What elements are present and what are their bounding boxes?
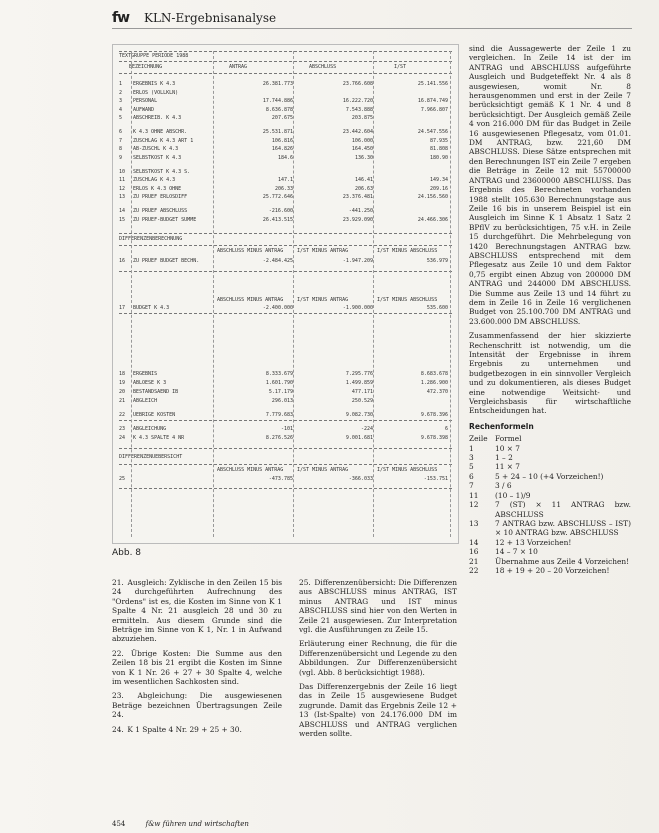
printout-row xyxy=(119,186,452,193)
formula-line: 11 xyxy=(469,490,479,500)
row-label: ERGEBNIS xyxy=(133,370,158,377)
paragraph: Das Differenzergebnis der Zeile 16 liegt das in Zeile 15 ausgewiesene Budget zugrunde. Damit das Ergebnis Zeile 12 + 13 (Ist-Spalte) von 24.176.000 DM im ABSCHLUSS und ANTRAG verglichen werden sollte. xyxy=(299,682,457,739)
printout-row xyxy=(119,155,452,162)
rule-line xyxy=(119,73,452,74)
row-number: 7 xyxy=(119,137,123,144)
formula-header xyxy=(469,434,631,443)
item-text: K 1 Spalte 4 Nr. 29 + 25 + 30. xyxy=(125,724,242,734)
antrag-value: -216.600 xyxy=(268,208,293,214)
printout-column-headers xyxy=(119,64,452,71)
printout-row xyxy=(119,169,452,176)
formula-expression: 3 / 6 xyxy=(495,481,512,491)
formula-expression: 1 – 2 xyxy=(495,453,513,463)
antrag-value: 207.675 xyxy=(271,115,293,121)
rule-line xyxy=(119,271,452,272)
printout-row xyxy=(119,129,452,136)
column-rule xyxy=(450,51,451,537)
printout-row xyxy=(119,258,452,265)
formula-line: 7 xyxy=(469,481,474,491)
ist-value: 536.979 xyxy=(426,257,448,264)
antrag-value: 8.333.679 xyxy=(265,370,293,377)
formula-line: 14 xyxy=(469,537,479,547)
row-number: 9 xyxy=(119,154,123,161)
printout-row xyxy=(119,389,452,396)
row-number: 11 xyxy=(119,177,126,183)
difference-header: I/ST MINUS ANTRAG xyxy=(297,296,349,303)
row-label: ABGLEICH xyxy=(133,397,158,404)
section-heading: DIFFERENZENUEBERSICHT xyxy=(119,453,183,460)
antrag-value: 17.744.886 xyxy=(262,98,293,104)
page-title: KLN-Ergebnisanalyse xyxy=(144,11,277,25)
abschluss-value: 7.295.776 xyxy=(345,370,373,377)
printout-row xyxy=(119,217,452,224)
printout-row xyxy=(119,380,452,387)
difference-headers xyxy=(119,467,452,474)
rule-line xyxy=(119,464,452,465)
item-text: Differenzenübersicht: Die Differenzen aus ABSCHLUSS minus ANTRAG, IST minus ANTRAG und IST minus ABSCHLUSS sind hier von den Werten in Zeile 21 ausgewiesen. Zur Interpretation vgl. die Ausführungen zu Zeile 15. xyxy=(299,578,457,635)
printout-row xyxy=(119,476,452,483)
abschluss-value: -224 xyxy=(360,425,373,432)
row-number: 3 xyxy=(119,98,123,104)
printout-row xyxy=(119,107,452,114)
difference-headers xyxy=(119,297,452,304)
item-text: Übrige Kosten: Die Summe aus den Zeilen 18 bis 21 ergibt die Kosten im Sinne von K 1 Nr. 26 + 27 + 30 Spalte 4, welche im wesentlichen Sachkosten sind. xyxy=(112,648,282,687)
antrag-value: 106.816 xyxy=(271,137,293,144)
antrag-value: 25.772.646 xyxy=(262,194,293,200)
row-label: ZUSCHLAG K 4.3 ART 1 xyxy=(133,137,194,144)
abschluss-value: -366.033 xyxy=(348,475,373,482)
row-label: ABLOESE K 3 xyxy=(133,379,167,386)
formula-row xyxy=(469,481,631,490)
row-label: ABSCHREIB. K 4.3 xyxy=(133,115,182,121)
formula-row xyxy=(469,557,631,566)
antrag-value: 184.6 xyxy=(277,154,293,161)
formula-expression: 14 – 7 × 10 xyxy=(495,547,538,557)
text-column-3 xyxy=(469,44,631,575)
formula-row xyxy=(469,566,631,575)
printout-row xyxy=(119,426,452,433)
ist-value: 24.547.556 xyxy=(417,129,448,135)
antrag-value: -473.785 xyxy=(268,475,293,482)
antrag-value: 8.276.526 xyxy=(265,434,293,441)
ist-value: 8.683.678 xyxy=(420,370,448,377)
abschluss-value: 16.222.720 xyxy=(342,98,373,104)
abschluss-value: 136.30 xyxy=(354,154,373,161)
paragraph: sind die Aussagewerte der Zeile 1 zu vergleichen. In Zeile 14 ist der im ANTRAG und ABSCHLUSS aufgeführte Ausgleich und Budgeteffekt Nr. 4 als 8 ausgewiesen, womit Nr. 8 herausgenommen und erst in der Zeile 7 berücksichtigt gemäß K 1 Nr. 4 und 8 berücksichtigt. Der Ausgleich gemäß Zeile 4 von 216.000 DM für das Budget in Zeile 16 ausgewiesenen Pflegesatz, vom 01.01. DM ANTRAG, bzw. 221,60 DM ABSCHLUSS. Diese Sätze entsprechen mit den Berechnungen IST ein Zeile 7 ergeben die Beträge in Zeile 12 mit 55700000 ANTRAG und 23600000 ABSCHLUSS. Das Ergebnis des Berechneten vorhanden 1988 stellt 105.630 Berechnungstage aus Zeile 16 bis in unserem Beispiel ist ein Ausgleich im Sinne K 1 Absatz 1 Satz 2 BPflV zu berücksichtigen, 75 v.H. in Zeile 15 durchgeführt. Die Mehrbelegung von 1420 Berechnungstagen ANTRAG bzw. ABSCHLUSS entsprechend mit dem Pflegesatz aus Zeile 10 und dem Faktor 0,75 ergibt einen Abzug von 200000 DM ANTRAG und 244000 DM ABSCHLUSS. Die Summe aus Zeile 13 und 14 führt zu dem in Zeile 16 in Zeile 16 verglichenen Budget von 25.100.700 DM ANTRAG und 23.600.000 DM ABSCHLUSS. xyxy=(469,44,631,326)
row-number: 1 xyxy=(119,81,123,87)
formula-expression: 5 + 24 – 10 (+4 Vorzeichen!) xyxy=(495,471,604,481)
text-column-2 xyxy=(299,578,457,744)
item-number: 25. xyxy=(299,578,311,587)
list-item xyxy=(112,725,282,734)
abschluss-value: -441.250 xyxy=(348,208,373,214)
printout-topline: TEXTGRUPPE PERIODE 1988 xyxy=(119,53,189,59)
row-label: ERGEBNIS K 4.3 xyxy=(133,81,176,87)
printout-row xyxy=(119,81,452,88)
abschluss-value: 164.450 xyxy=(351,146,373,152)
rule-line xyxy=(119,233,452,234)
formula-row xyxy=(469,453,631,462)
formula-row xyxy=(469,444,631,453)
journal-source: f&w führen und wirtschaften xyxy=(145,820,249,828)
abschluss-value: 203.875 xyxy=(351,115,373,121)
computer-printout xyxy=(112,44,459,544)
ist-value: 209.16 xyxy=(429,185,448,192)
difference-header: I/ST MINUS ANTRAG xyxy=(297,466,349,473)
figure-caption: Abb. 8 xyxy=(112,548,142,558)
printout-row xyxy=(119,398,452,405)
formula-line: 12 xyxy=(469,500,479,510)
difference-headers xyxy=(119,248,452,255)
rule-line xyxy=(119,448,452,449)
row-label: AUFWAND xyxy=(133,106,155,113)
ist-value: 9.678.396 xyxy=(420,411,448,418)
list-item xyxy=(112,691,282,719)
formula-expression: 12 + 13 Vorzeichen! xyxy=(495,537,572,547)
abschluss-value: 206.63 xyxy=(354,185,373,192)
antrag-value: -101 xyxy=(280,425,293,432)
row-number: 18 xyxy=(119,370,126,377)
printout-row xyxy=(119,115,452,122)
row-number: 13 xyxy=(119,194,126,200)
row-label: ZU PRUEF ERLOSDIFF xyxy=(133,194,188,200)
ist-value: 1.286.900 xyxy=(420,379,448,386)
column-header: BEZEICHNUNG xyxy=(129,64,163,70)
printout-row xyxy=(119,412,452,419)
row-label: K 4.3 OHNE ABSCHR. xyxy=(133,129,188,135)
printout-row xyxy=(119,371,452,378)
row-number: 5 xyxy=(119,115,123,121)
abschluss-value: 146.41 xyxy=(354,177,373,183)
item-number: 24. xyxy=(112,724,124,734)
list-item xyxy=(112,578,282,644)
formula-expression: 11 × 7 xyxy=(495,462,520,472)
formula-row xyxy=(469,538,631,547)
formula-row xyxy=(469,491,631,500)
abschluss-value: 1.499.859 xyxy=(345,379,373,386)
formula-header-formula: Formel xyxy=(495,434,522,444)
ist-value: 149.34 xyxy=(429,177,448,183)
formula-header-line: Zeile xyxy=(469,434,488,444)
antrag-value: -2.400.000 xyxy=(262,304,293,311)
page-footer xyxy=(112,820,249,828)
row-number: 25 xyxy=(119,475,126,482)
ist-value: 6 xyxy=(444,425,448,432)
row-number: 4 xyxy=(119,106,123,113)
column-header: I/ST xyxy=(394,64,407,70)
ist-value: 25.141.556 xyxy=(417,81,448,87)
ist-value: 87.935 xyxy=(429,137,448,144)
row-label: ZU PRUEF BUDGET BECHN. xyxy=(133,257,200,264)
antrag-value: 1.601.790 xyxy=(265,379,293,386)
difference-header: I/ST MINUS ANTRAG xyxy=(297,247,349,254)
formula-expression: 10 × 7 xyxy=(495,443,520,453)
column-rule xyxy=(131,51,132,537)
antrag-value: 296.013 xyxy=(271,397,293,404)
row-label: ERLOS (VOLLKLN) xyxy=(133,89,179,96)
ist-value: 7.966.807 xyxy=(420,106,448,113)
abschluss-value: 477.171 xyxy=(351,388,373,395)
text-column-1 xyxy=(112,578,282,739)
abschluss-value: 250.529 xyxy=(351,397,373,404)
item-text: Abgleichung: Die ausgewiesenen Beträge bezeichnen Übertragsungen Zeile 24. xyxy=(112,691,282,720)
row-number: 21 xyxy=(119,397,126,404)
row-label: K 4.3 SPALTE 4 NR xyxy=(133,434,185,441)
paragraph: Erläuterung einer Rechnung, die für die Differenzenübersicht und Legende zu den Abbildungen. Zur Differenzenübersicht (vgl. Abb. 8 berücksichtigt 1988). xyxy=(299,639,457,677)
printout-row xyxy=(119,435,452,442)
column-header: ABSCHLUSS xyxy=(309,64,337,70)
formula-expression: 7 ANTRAG bzw. ABSCHLUSS – IST) × 10 ANTRAG bzw. ABSCHLUSS xyxy=(495,518,631,538)
printout-row xyxy=(119,194,452,201)
difference-header: ABSCHLUSS MINUS ANTRAG xyxy=(217,296,284,303)
formula-expression: Übernahme aus Zeile 4 Vorzeichen! xyxy=(495,556,630,566)
column-rule xyxy=(213,51,214,537)
row-number: 6 xyxy=(119,129,123,135)
rule-line xyxy=(119,61,452,62)
rule-line xyxy=(119,488,452,489)
antrag-value: 7.779.683 xyxy=(265,411,293,418)
item-text: Ausgleich: Zyklische in den Zeilen 15 bis 24 durchgeführten Aufrechnung des "Ordens" ist es, die Kosten im Sinne von K 1 Spalte 4 Nr. 21 ausgleich 28 und 30 zu ermitteln. Aus diesem Grunde sind die Beträge im Sinne von K 1, Nr. 1 in Aufwand abzuziehen. xyxy=(112,578,282,644)
journal-logo: fw xyxy=(112,10,130,26)
difference-header: I/ST MINUS ABSCHLUSS xyxy=(377,247,438,254)
formula-expression: (10 – 1)/9 xyxy=(495,490,531,500)
list-item xyxy=(299,578,457,634)
rule-line xyxy=(119,51,452,52)
formula-row xyxy=(469,500,631,519)
ist-value: 180.90 xyxy=(429,154,448,161)
antrag-value: 26.381.773 xyxy=(262,81,293,87)
item-number: 23. xyxy=(112,691,124,701)
formula-line: 21 xyxy=(469,556,479,566)
item-number: 21. xyxy=(112,578,124,587)
ist-value: 535.600 xyxy=(426,304,448,311)
printout-row xyxy=(119,98,452,105)
formula-row xyxy=(469,519,631,538)
printout-row xyxy=(119,138,452,145)
row-number: 12 xyxy=(119,185,126,192)
section-heading: DIFFERENZENBERECHNUNG xyxy=(119,235,183,242)
row-number: 8 xyxy=(119,146,123,152)
row-label: ERLOS K 4.3 OHNE xyxy=(133,185,182,192)
formula-line: 5 xyxy=(469,462,474,472)
antrag-value: 147.1 xyxy=(277,177,293,183)
formula-row xyxy=(469,472,631,481)
formula-row xyxy=(469,462,631,471)
row-label: AB-ZUSCHL K 4.3 xyxy=(133,146,179,152)
formula-line: 16 xyxy=(469,547,479,557)
formula-title: Rechenformeln xyxy=(469,421,534,431)
abschluss-value: -1.900.000 xyxy=(342,304,373,311)
difference-header: I/ST MINUS ABSCHLUSS xyxy=(377,296,438,303)
difference-header: ABSCHLUSS MINUS ANTRAG xyxy=(217,466,284,473)
formula-line: 22 xyxy=(469,565,479,575)
row-number: 15 xyxy=(119,216,126,223)
abschluss-value: 23.376.481 xyxy=(342,194,373,200)
row-number: 2 xyxy=(119,89,123,96)
ist-value: 24.466.306 xyxy=(417,216,448,223)
ist-value: 24.156.560 xyxy=(417,194,448,200)
row-label: ZU PRUEF ABSCHLUSS xyxy=(133,208,188,214)
row-label: UEBRIGE KOSTEN xyxy=(133,411,176,418)
formula-expression: 7 (ST) × 11 ANTRAG bzw. ABSCHLUSS xyxy=(495,500,631,519)
row-number: 24 xyxy=(119,434,126,441)
row-number: 10 xyxy=(119,168,126,175)
row-number: 20 xyxy=(119,388,126,395)
antrag-value: 25.531.871 xyxy=(262,129,293,135)
abschluss-value: 7.543.888 xyxy=(345,106,373,113)
row-label: SELBSTKOST K 4.3 S. xyxy=(133,168,191,175)
ist-value: -153.751 xyxy=(423,475,448,482)
row-label: ZUSCHLAG K 4.3 xyxy=(133,177,176,183)
page-number: 454 xyxy=(112,820,126,828)
rule-line xyxy=(119,245,452,246)
antrag-value: 206.33 xyxy=(274,185,293,192)
column-rule xyxy=(293,51,294,537)
formula-row xyxy=(469,547,631,556)
formula-line: 6 xyxy=(469,471,474,481)
abschluss-value: -1.947.209 xyxy=(342,257,373,264)
rule-line xyxy=(119,313,452,314)
paragraph: Zusammenfassend der hier skizzierte Rechenschritt ist notwendig, um die Intensität der Ergebnisse in ihrem Ergebnis zu unternehmen und budgetbezogen in ein sinnvoller Vergleich und zu dokumentieren, als dieses Budget eine notwendige Weitsicht- und Vergleichsbasis für wirtschaftliche Entscheidungen hat. xyxy=(469,331,631,416)
abschluss-value: 23.442.604 xyxy=(342,129,373,135)
antrag-value: 8.636.878 xyxy=(265,106,293,113)
formula-line: 3 xyxy=(469,453,474,463)
antrag-value: -2.484.425 xyxy=(262,257,293,264)
abschluss-value: 23.929.090 xyxy=(342,216,373,223)
row-number: 14 xyxy=(119,208,126,214)
column-header: ANTRAG xyxy=(229,64,248,70)
printout-row xyxy=(119,208,452,215)
item-number: 22. xyxy=(112,648,124,658)
row-number: 17 xyxy=(119,304,126,311)
column-rule xyxy=(373,51,374,537)
row-number: 23 xyxy=(119,425,126,432)
row-label: ZU PRUEF-BUDGET SUMME xyxy=(133,216,197,223)
abschluss-value: 23.766.608 xyxy=(342,81,373,87)
formula-line: 1 xyxy=(469,443,474,453)
ist-value: 9.678.398 xyxy=(420,434,448,441)
abschluss-value: 106.000 xyxy=(351,137,373,144)
row-label: SELBSTKOST K 4.3 xyxy=(133,154,182,161)
row-number: 16 xyxy=(119,257,126,264)
page-header xyxy=(112,10,632,29)
difference-header: I/ST MINUS ABSCHLUSS xyxy=(377,466,438,473)
formula-line: 13 xyxy=(469,518,479,528)
antrag-value: 5.17.179 xyxy=(268,388,293,395)
row-label: PERSONAL xyxy=(133,98,158,104)
abschluss-value: 9.082.730 xyxy=(345,411,373,418)
antrag-value: 164.826 xyxy=(271,146,293,152)
printout-row xyxy=(119,305,452,312)
rule-line xyxy=(119,420,452,421)
ist-value: 16.874.749 xyxy=(417,98,448,104)
formula-expression: 18 + 19 + 20 – 20 Vorzeichen! xyxy=(495,565,610,575)
row-label: ABGLEICHUNG xyxy=(133,425,167,432)
printout-row xyxy=(119,177,452,184)
ist-value: 81.808 xyxy=(429,146,448,152)
printout-row xyxy=(119,90,452,97)
row-label: BUDGET K 4.3 xyxy=(133,304,170,311)
printout-row xyxy=(119,146,452,153)
abschluss-value: 9.001.681 xyxy=(345,434,373,441)
list-item xyxy=(112,649,282,687)
difference-header: ABSCHLUSS MINUS ANTRAG xyxy=(217,247,284,254)
antrag-value: 26.413.515 xyxy=(262,216,293,223)
row-number: 22 xyxy=(119,411,126,418)
ist-value: 472.370 xyxy=(426,388,448,395)
row-number: 19 xyxy=(119,379,126,386)
row-label: BESTANDSAEND IB xyxy=(133,388,179,395)
